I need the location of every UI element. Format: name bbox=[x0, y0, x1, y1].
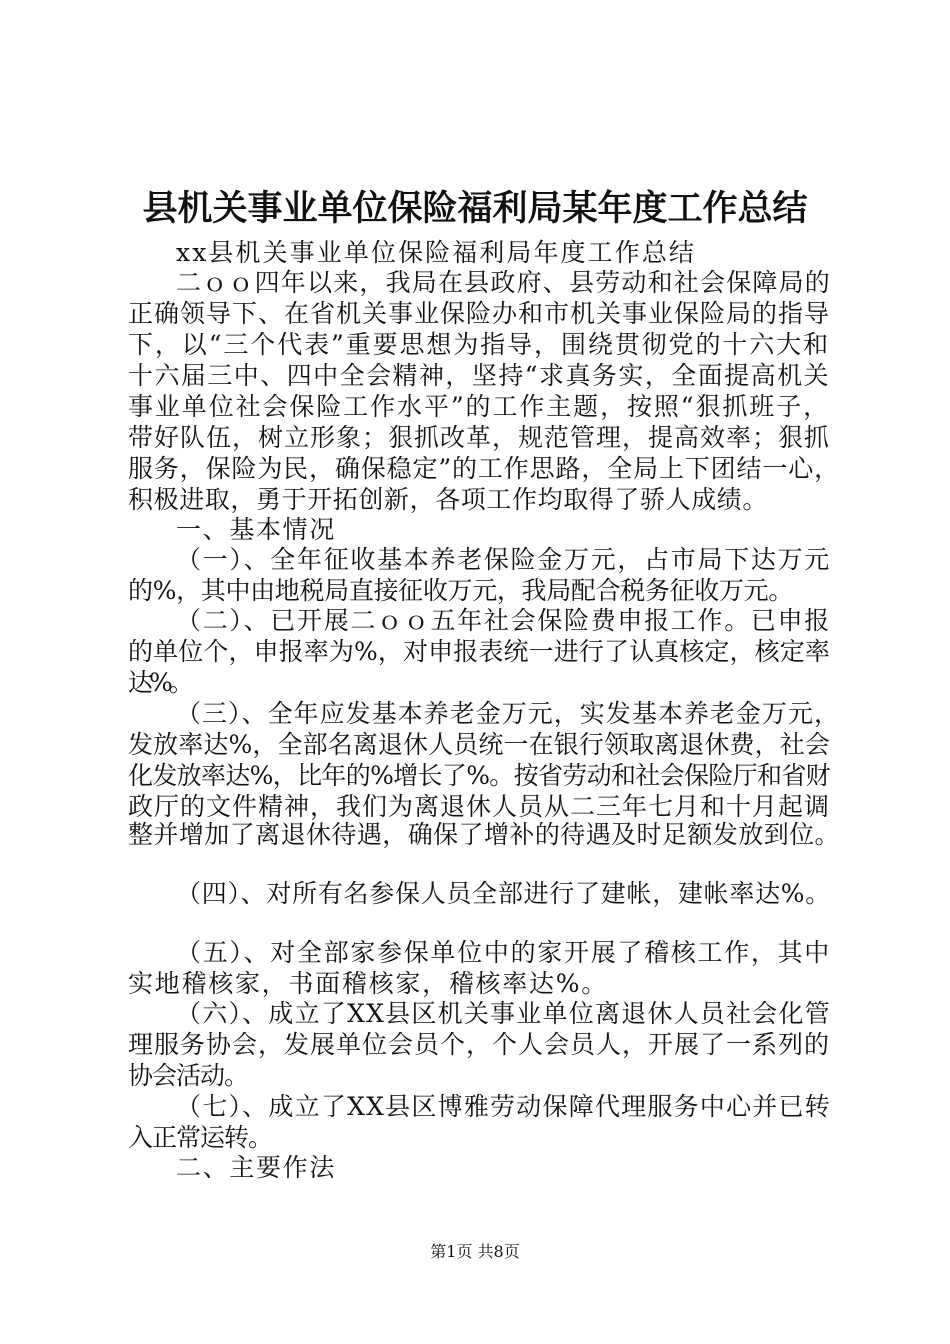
paragraph-line: 二ｏｏ四年以来，我局在县政府、县劳动和社会保障局的 bbox=[176, 268, 831, 297]
paragraph-line: 下，以“三个代表”重要思想为指导，围绕贯彻党的十六大和 bbox=[128, 330, 830, 359]
paragraph-line: （六）、成立了XX县区机关事业单位离退休人员社会化管 bbox=[176, 999, 831, 1028]
paragraph-line: 理服务协会，发展单位会员个，个人会员人，开展了一系列的 bbox=[128, 1030, 830, 1059]
paragraph-line: （五）、对全部家参保单位中的家开展了稽核工作，其中 bbox=[176, 938, 831, 967]
paragraph-line: 的%，其中由地税局直接征收万元，我局配合税务征收万元。 bbox=[128, 576, 793, 605]
paragraph-line: （七）、成立了XX县区博雅劳动保障代理服务中心并已转 bbox=[176, 1092, 831, 1121]
paragraph-line: 积极进取，勇于开拓创新，各项工作均取得了骄人成绩。 bbox=[128, 485, 768, 514]
paragraph-line: 化发放率达%，比年的%增长了%。按省劳动和社会保险厅和省财 bbox=[128, 761, 830, 790]
paragraph-line: 协会活动。 bbox=[128, 1061, 248, 1090]
paragraph-line: 带好队伍，树立形象；狠抓改革，规范管理，提高效率；狠抓 bbox=[128, 423, 830, 452]
subtitle-line: xx县机关事业单位保险福利局年度工作总结 bbox=[176, 238, 696, 267]
section-heading: 二、主要作法 bbox=[176, 1153, 336, 1182]
paragraph-line: （四）、对所有名参保人员全部进行了建帐，建帐率达%。 bbox=[176, 879, 831, 908]
paragraph-line: 整并增加了离退休待遇，确保了增补的待遇及时足额发放到位。 bbox=[128, 820, 840, 849]
paragraph-line: （一）、全年征收基本养老保险金万元，占市局下达万元 bbox=[176, 545, 831, 574]
page-number-footer: 第1页 共8页 bbox=[430, 1242, 520, 1261]
paragraph-line: 正确领导下、在省机关事业保险办和市机关事业保险局的指导 bbox=[128, 299, 830, 328]
paragraph-line: 入正常运转。 bbox=[128, 1123, 272, 1152]
paragraph-line: 达%。 bbox=[128, 668, 190, 697]
page-title: 县机关事业单位保险福利局某年度工作总结 bbox=[142, 188, 808, 229]
paragraph-line: 十六届三中、四中全会精神，坚持“求真务实，全面提高机关 bbox=[128, 361, 830, 390]
paragraph-line: 实地稽核家，书面稽核家，稽核率达%。 bbox=[128, 969, 608, 998]
section-heading: 一、基本情况 bbox=[176, 515, 336, 544]
paragraph-line: （三）、全年应发基本养老金万元，实发基本养老金万元， bbox=[176, 699, 840, 728]
paragraph-line: 的单位个，申报率为%，对申报表统一进行了认真核定，核定率 bbox=[128, 637, 830, 666]
paragraph-line: （二）、已开展二ｏｏ五年社会保险费申报工作。已申报 bbox=[176, 606, 831, 635]
paragraph-line: 政厅的文件精神，我们为离退休人员从二三年七月和十月起调 bbox=[128, 792, 830, 821]
paragraph-line: 事业单位社会保险工作水平”的工作主题，按照“狠抓班子， bbox=[128, 392, 830, 421]
paragraph-line: 发放率达%，全部名离退休人员统一在银行领取离退休费，社会 bbox=[128, 730, 830, 759]
paragraph-line: 服务，保险为民，确保稳定”的工作思路，全局上下团结一心， bbox=[128, 454, 840, 483]
